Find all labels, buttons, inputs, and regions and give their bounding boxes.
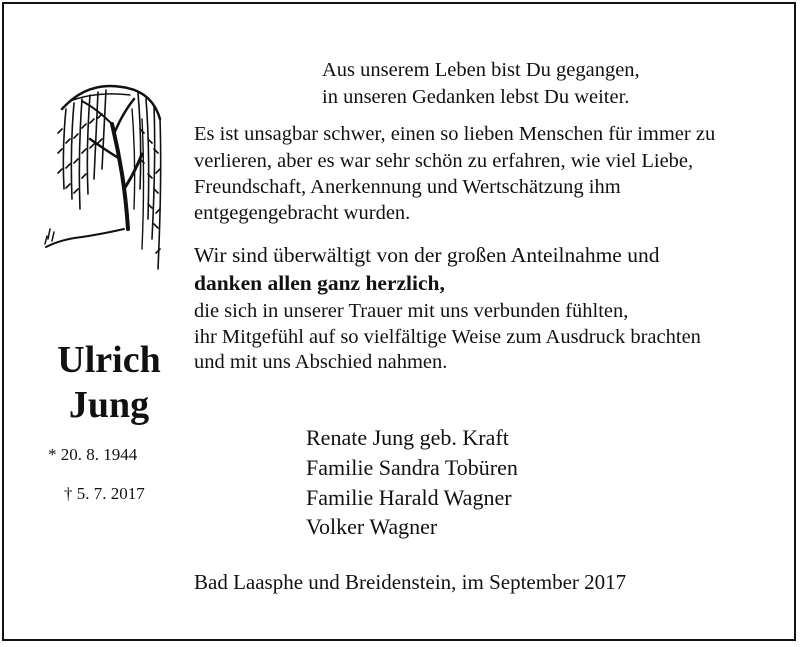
place-and-date: Bad Laasphe und Breidenstein, im September 2017 bbox=[194, 570, 627, 594]
death-date: † 5. 7. 2017 bbox=[64, 484, 145, 503]
deceased-first-name: Ulrich bbox=[57, 339, 161, 381]
birth-date: * 20. 8. 1944 bbox=[48, 445, 138, 464]
paragraph1-line-2: verlieren, aber es war sehr schön zu erfahren, wie viel Liebe, bbox=[194, 150, 694, 172]
signatory-2: Familie Sandra Tobüren bbox=[306, 455, 518, 480]
weeping-willow-icon bbox=[42, 79, 167, 274]
paragraph2-thanks: danken allen ganz herzlich, bbox=[194, 271, 445, 295]
paragraph1-line-3: Freundschaft, Anerkennung und Wertschätzung ihm bbox=[194, 176, 621, 198]
paragraph2-line-4: ihr Mitgefühl auf so vielfältige Weise zum Ausdruck brachten bbox=[194, 326, 701, 348]
paragraph1-line-1: Es ist unsagbar schwer, einen so lieben Menschen für immer zu bbox=[194, 123, 716, 145]
signatory-4: Volker Wagner bbox=[306, 514, 438, 539]
obituary-card bbox=[2, 2, 796, 641]
deceased-last-name: Jung bbox=[68, 384, 150, 426]
paragraph2-line-1: Wir sind überwältigt von der großen Anteilnahme und bbox=[194, 243, 660, 267]
signatory-3: Familie Harald Wagner bbox=[306, 485, 512, 510]
motto-line-1: Aus unserem Leben bist Du gegangen, bbox=[322, 59, 640, 81]
motto-line-2: in unseren Gedanken lebst Du weiter. bbox=[322, 86, 630, 108]
paragraph1-line-4: entgegengebracht wurden. bbox=[194, 202, 411, 224]
paragraph2-line-3: die sich in unserer Trauer mit uns verbunden fühlten, bbox=[194, 300, 629, 322]
paragraph2-line-5: und mit uns Abschied nahmen. bbox=[194, 351, 448, 373]
signatory-1: Renate Jung geb. Kraft bbox=[306, 425, 509, 450]
